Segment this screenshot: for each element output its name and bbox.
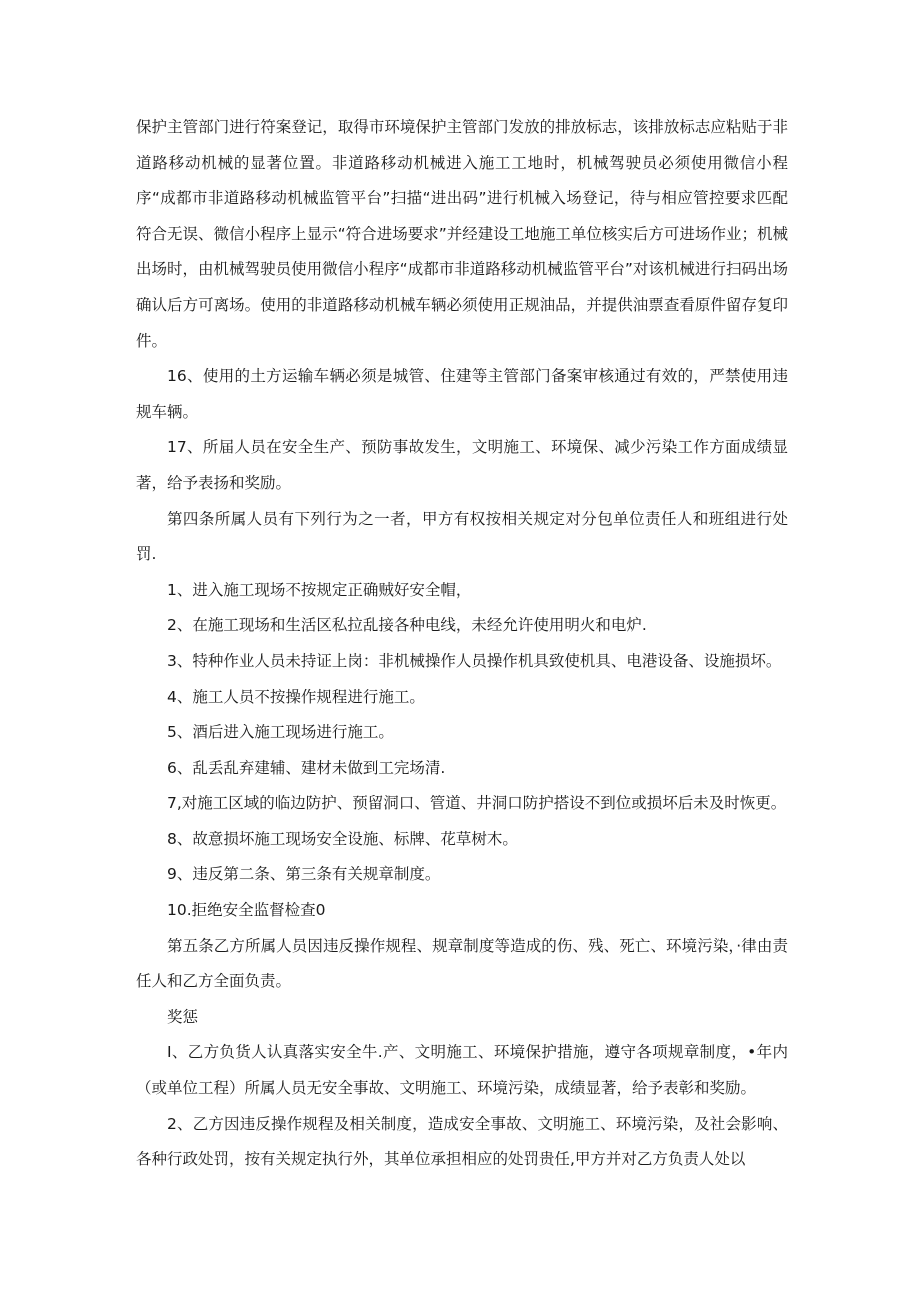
document-body <box>136 110 788 1178</box>
article-4-item-6: 6、乱丢乱弃建辅、建材未做到工完场清. <box>167 758 446 777</box>
article-5-paragraph: 第五条乙方所属人员因违反操作规程、规章制度等造成的伤、残、死亡、环境污染，·律由责任人和乙方全面负责。 <box>136 936 788 991</box>
section-heading-rewards: 奖惩 <box>167 1007 199 1026</box>
article-4-item-7: 7,对施工区域的临边防护、预留洞口、管道、井洞口防护搭设不到位或损坏后未及时恢更。 <box>167 794 787 813</box>
paragraph-item-17: 17、所届人员在安全生产、预防事故发生，文明施工、环境保、减少污染工作方面成绩显著，给予表扬和奖励。 <box>136 438 788 492</box>
rewards-item-2: 2、乙方因违反操作规程及相关制度，造成安全事故、文明施工、环境污染，及社会影响、各种行政处罚，按有关规定执行外，其单位承担相应的处罚贵任,甲方并对乙方负责人处以 <box>136 1114 788 1169</box>
paragraph-item-16: 16、使用的土方运输车辆必须是城管、住建等主管部门备案审核通过有效的，严禁使用违规车辆。 <box>136 367 788 421</box>
article-4-item-9: 9、违反第二条、第三条有关规章制度。 <box>167 865 441 884</box>
rewards-item-1: I、乙方负货人认真落实安全牛.产、文明施工、环境保护措施，遵守各项规章制度，•年内（或单位工程）所属人员无安全事故、文明施工、环境污染，成绩显著，给予表彰和奖励。 <box>136 1043 788 1098</box>
article-4-item-4: 4、施工人员不按操作规程进行施工。 <box>167 687 425 706</box>
article-4-item-1: 1、进入施工现场不按规定正确贼好安全帽， <box>167 580 472 599</box>
article-4-item-5: 5、酒后进入施工现场进行施工。 <box>167 723 394 742</box>
article-4-item-10: 10.拒绝安全监督检查0 <box>167 901 326 920</box>
article-4-item-3: 3、特种作业人员未持证上岗：非机械操作人员操作机具致使机具、电港设备、设施损坏。 <box>167 651 782 670</box>
paragraph-env-registration: 保护主管部门进行符案登记，取得市环境保护主管部门发放的排放标志，该排放标志应粘贴于非道路移动机械的显著位置。非道路移动机械进入施工工地时，机械驾驶员必须使用微信小程序“成都市非道路移动机械监管平台”扫描“进出码”进行机械入场登记，待与相应管控要求匹配符合无误、微信小程序上显示“符合进场要求”并经建设工地施工单位核实后方可进场作业；机械出场时，由机械驾驶员使用微信小程序“成都市非道路移动机械监管平台”对该机械进行扫码出场确认后方可离场。使用的非道路移动机械车辆必须使用正规油品，并提供油票查看原件留存复印件。 <box>136 118 788 350</box>
article-4-item-2: 2、在施工现场和生活区私拉乱接各种电线，未经允许使用明火和电炉. <box>167 616 647 635</box>
article-4-heading: 第四条所属人员有下列行为之一者，甲方有权按相关规定对分包单位责任人和班组进行处罚. <box>136 509 788 564</box>
article-4-item-8: 8、故意损坏施工现场安全设施、标牌、花草树木。 <box>167 829 518 848</box>
